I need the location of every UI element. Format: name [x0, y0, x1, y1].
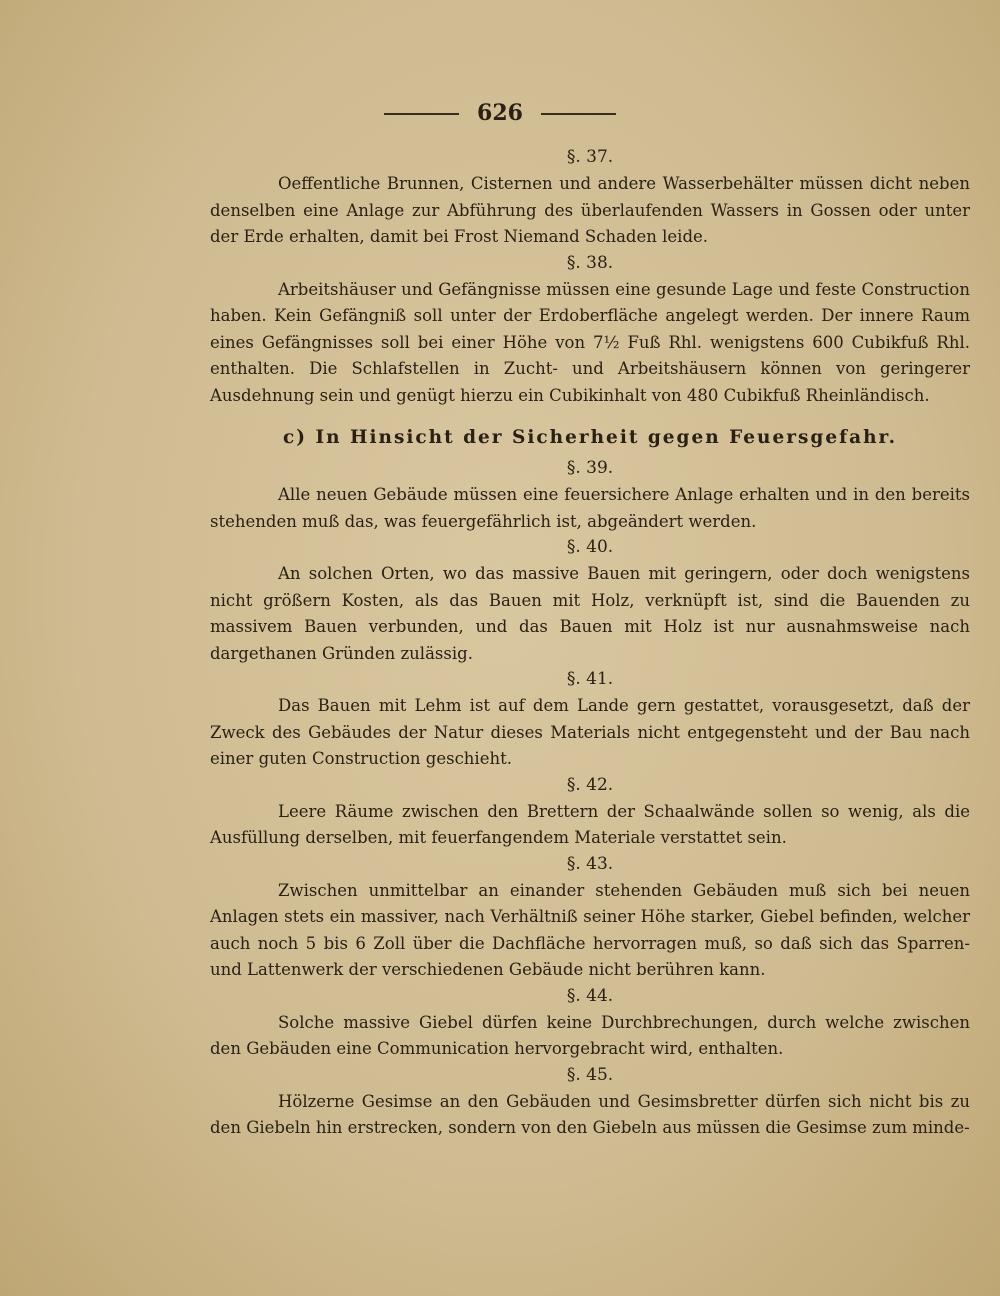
section-text: Alle neuen Gebäude müssen eine feuersichere Anlage erhalten und in den bereits stehenden muß das, was feuergefährlich ist, abgeändert werden.: [210, 485, 970, 531]
section-text: An solchen Orten, wo das massive Bauen mit geringern, oder doch wenigstens nicht größern Kosten, als das Bauen mit Holz, verknüpft ist, sind die Bauenden zu massivem Bauen verbunden, und das Bauen mit Holz ist nur ausnahmsweise nach dargethanen Gründen zulässig.: [210, 564, 970, 663]
section-44: [210, 986, 970, 1063]
header-rule-right: [541, 113, 616, 115]
section-heading: §. 42.: [566, 774, 614, 795]
header-rule-left: [384, 113, 459, 115]
section-heading: §. 41.: [566, 669, 614, 689]
section-text: Leere Räume zwischen den Brettern der Schaalwände sollen so wenig, als die Ausfüllung derselben, mit feuerfangendem Materiale verstattet sein.: [210, 801, 970, 847]
section-39: [210, 458, 970, 535]
section-38: [210, 253, 970, 410]
section-heading: §. 38.: [566, 252, 614, 273]
section-45: [210, 1065, 970, 1142]
section-text: Oeffentliche Brunnen, Cisternen und andere Wasserbehälter müssen dicht neben denselben eine Anlage zur Abführung des überlaufenden Wassers in Gossen oder unter der Erde erhalten, damit bei Frost Niemand Schaden leide.: [210, 174, 970, 246]
subsection-title: c) In Hinsicht der Sicherheit gegen Feuersgefahr.: [282, 427, 898, 448]
section-text: Solche massive Giebel dürfen keine Durchbrechungen, durch welche zwischen den Gebäuden eine Communication hervorgebracht wird, enthalten.: [210, 1012, 970, 1058]
section-40: [210, 537, 970, 667]
page-body: [210, 145, 970, 1142]
section-43: [210, 854, 970, 984]
section-heading: §. 37.: [566, 147, 614, 167]
section-42: [210, 775, 970, 852]
section-heading: §. 44.: [566, 985, 614, 1006]
section-heading: §. 43.: [566, 853, 614, 874]
section-text: Arbeitshäuser und Gefängnisse müssen eine gesunde Lage und feste Construction haben. Kein Gefängniß soll unter der Erdoberfläche angelegt werden. Der innere Raum eines Gefängnisses soll bei einer Höhe von 7½ Fuß Rhl. wenigstens 600 Cubikfuß Rhl. enthalten. Die Schlafstellen in Zucht- und Arbeitshäusern können von geringerer Ausdehnung sein und genügt hierzu ein Cubikinhalt von 480 Cubikfuß Rheinländisch.: [210, 279, 970, 405]
section-heading: §. 40.: [566, 537, 614, 557]
page-header: [0, 100, 1000, 126]
section-41: [210, 669, 970, 773]
section-text: Zwischen unmittelbar an einander stehenden Gebäuden muß sich bei neuen Anlagen stets ein massiver, nach Verhältniß seiner Höhe starker, Giebel befinden, welcher auch noch 5 bis 6 Zoll über die Dachfläche hervorragen muß, so daß sich das Sparren- und Lattenwerk der verschiedenen Gebäude nicht berühren kann.: [210, 880, 970, 979]
section-text: Das Bauen mit Lehm ist auf dem Lande gern gestattet, vorausgesetzt, daß der Zweck des Gebäudes der Natur dieses Materials nicht entgegensteht und der Bau nach einer guten Construction geschieht.: [210, 696, 970, 768]
page-number: 626: [477, 100, 523, 126]
section-heading: §. 39.: [566, 458, 614, 478]
section-text: Hölzerne Gesimse an den Gebäuden und Gesimsbretter dürfen sich nicht bis zu den Giebeln hin erstrecken, sondern von den Giebeln aus müssen die Gesimse zum minde-: [210, 1091, 970, 1137]
section-37: [210, 147, 970, 251]
section-heading: §. 45.: [566, 1064, 614, 1085]
